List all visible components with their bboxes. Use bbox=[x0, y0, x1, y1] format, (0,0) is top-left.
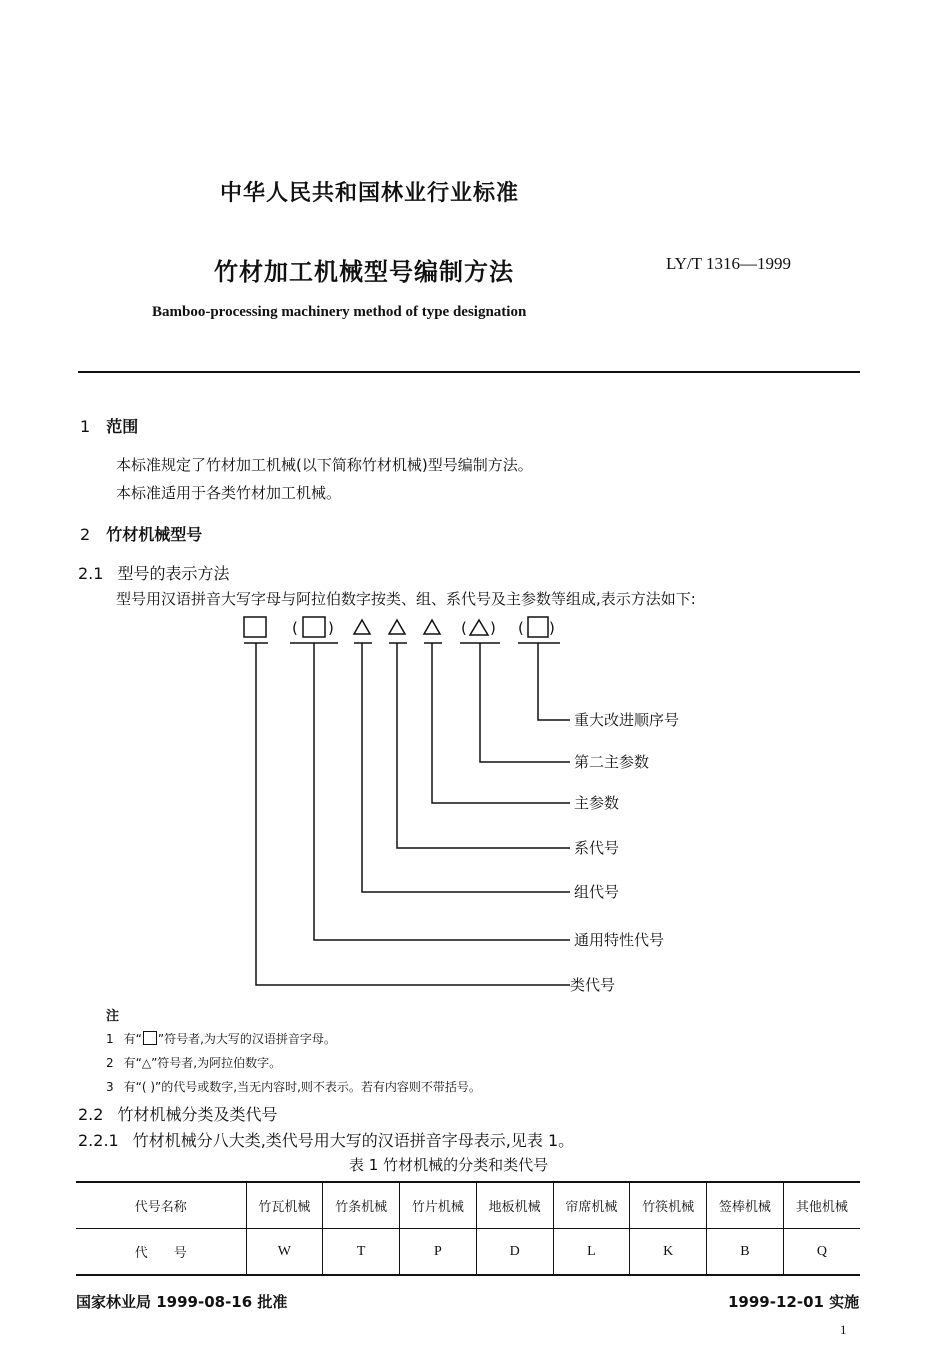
square-symbol-icon bbox=[143, 1031, 157, 1045]
note-text: 有“( )”的代号或数字,当无内容时,则不表示。若有内容则不带括号。 bbox=[123, 1080, 481, 1094]
note-text-post: ”符号者,为大写的汉语拼音字母。 bbox=[157, 1032, 336, 1046]
approval-date: 国家林业局 1999-08-16 批准 bbox=[76, 1293, 288, 1311]
table-cell: L bbox=[553, 1229, 630, 1276]
section-title: 竹材机械分类及类代号 bbox=[117, 1105, 278, 1124]
diagram-label: 主参数 bbox=[574, 794, 620, 812]
table-header-cell: 代号名称 bbox=[76, 1182, 246, 1229]
square-symbol-icon bbox=[303, 617, 325, 637]
note-text-pre: 有“ bbox=[123, 1032, 142, 1046]
effective-date: 1999-12-01 实施 bbox=[728, 1293, 860, 1311]
section-2-2-1-text bbox=[78, 1128, 574, 1151]
section-number: 1 bbox=[80, 417, 91, 436]
section-number: 2.2 bbox=[78, 1105, 104, 1124]
section-2-2-heading bbox=[78, 1102, 277, 1125]
triangle-symbol-icon bbox=[354, 620, 370, 634]
table-cell: Q bbox=[783, 1229, 860, 1276]
table-cell: 代 号 bbox=[76, 1229, 246, 1276]
page-number: 1 bbox=[840, 1322, 847, 1337]
table-header-cell: 帘席机械 bbox=[553, 1182, 630, 1229]
section-number: 2.1 bbox=[78, 564, 104, 583]
svg-text:): ) bbox=[328, 619, 334, 637]
diagram-label: 组代号 bbox=[574, 883, 620, 901]
table-cell: K bbox=[630, 1229, 707, 1276]
table-cell: P bbox=[400, 1229, 477, 1276]
table-cell: W bbox=[246, 1229, 323, 1276]
english-title: Bamboo-processing machinery method of type designation bbox=[152, 304, 527, 320]
paragraph: 本标准规定了竹材加工机械(以下简称竹材机械)型号编制方法。 bbox=[116, 456, 533, 474]
svg-text:): ) bbox=[549, 619, 555, 637]
section-title: 竹材机械型号 bbox=[106, 525, 203, 544]
triangle-symbol-icon bbox=[389, 620, 405, 634]
paragraph: 竹材机械分八大类,类代号用大写的汉语拼音字母表示,见表 1。 bbox=[132, 1131, 575, 1150]
table-row bbox=[76, 1229, 860, 1276]
paragraph: 型号用汉语拼音大写字母与阿拉伯数字按类、组、系代号及主参数等组成,表示方法如下: bbox=[116, 590, 696, 608]
triangle-symbol-icon bbox=[470, 620, 488, 635]
note-number: 2 bbox=[106, 1056, 114, 1070]
standard-code: LY/T 1316—1999 bbox=[666, 254, 792, 273]
classification-table bbox=[76, 1181, 860, 1276]
table-header-cell: 竹瓦机械 bbox=[246, 1182, 323, 1229]
note-number: 1 bbox=[106, 1032, 114, 1046]
svg-text:(: ( bbox=[292, 619, 298, 637]
section-title: 范围 bbox=[106, 417, 139, 436]
diagram-label: 类代号 bbox=[570, 976, 616, 994]
notes-heading: 注 bbox=[106, 1009, 120, 1024]
triangle-symbol-icon bbox=[424, 620, 440, 634]
standard-name: 中华人民共和国林业行业标准 bbox=[220, 181, 520, 206]
note-item bbox=[106, 1054, 281, 1071]
square-symbol-icon bbox=[244, 617, 266, 637]
section-number: 2.2.1 bbox=[78, 1131, 119, 1150]
svg-text:(: ( bbox=[518, 619, 524, 637]
svg-text:(: ( bbox=[461, 619, 467, 637]
diagram-label: 通用特性代号 bbox=[574, 931, 665, 949]
note-text: 有“△”符号者,为阿拉伯数字。 bbox=[123, 1056, 282, 1070]
paragraph: 本标准适用于各类竹材加工机械。 bbox=[116, 484, 342, 502]
table-header-row bbox=[76, 1182, 860, 1229]
note-item bbox=[106, 1030, 336, 1047]
table-cell: D bbox=[476, 1229, 553, 1276]
table-header-cell: 竹片机械 bbox=[400, 1182, 477, 1229]
document-title: 竹材加工机械型号编制方法 bbox=[214, 258, 514, 286]
diagram-label: 系代号 bbox=[574, 839, 620, 857]
table-header-cell: 其他机械 bbox=[783, 1182, 860, 1229]
note-number: 3 bbox=[106, 1080, 114, 1094]
section-title: 型号的表示方法 bbox=[117, 564, 230, 583]
diagram-label: 第二主参数 bbox=[574, 753, 650, 771]
square-symbol-icon bbox=[528, 617, 548, 637]
table-header-cell: 签棒机械 bbox=[707, 1182, 784, 1229]
table-header-cell: 竹条机械 bbox=[323, 1182, 400, 1229]
table-header-cell: 地板机械 bbox=[476, 1182, 553, 1229]
table-header-cell: 竹筷机械 bbox=[630, 1182, 707, 1229]
svg-text:): ) bbox=[490, 619, 496, 637]
table-cell: B bbox=[707, 1229, 784, 1276]
diagram-label: 重大改进顺序号 bbox=[574, 711, 680, 729]
section-number: 2 bbox=[80, 525, 91, 544]
note-item bbox=[106, 1078, 481, 1095]
table-caption: 表 1 竹材机械的分类和类代号 bbox=[349, 1156, 549, 1174]
table-cell: T bbox=[323, 1229, 400, 1276]
